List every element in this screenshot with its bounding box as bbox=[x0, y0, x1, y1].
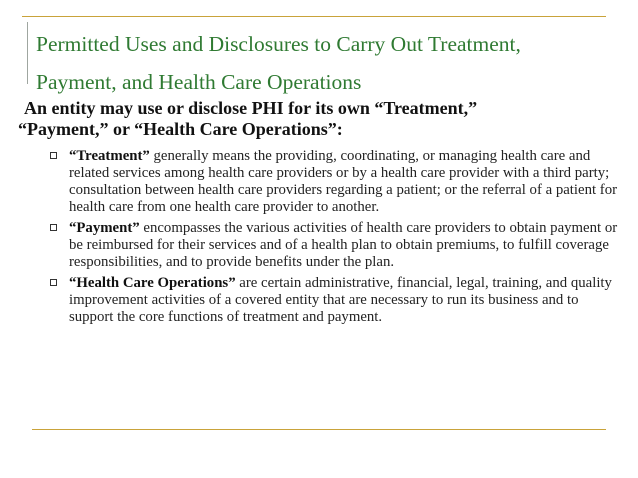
slide-title-line-2: Payment, and Health Care Operations bbox=[36, 70, 362, 94]
title-left-accent-line bbox=[27, 22, 28, 84]
definition-text: are certain administrative, financial, legal, training, and quality improvement activities of a covered entity that are necessary to run its business and to support the core functions of treatment and payment. bbox=[69, 275, 612, 325]
top-divider-line bbox=[22, 16, 606, 17]
definition-term: “Treatment” bbox=[69, 148, 150, 164]
bottom-divider-line bbox=[32, 429, 606, 430]
definition-list bbox=[50, 148, 622, 330]
hollow-square-bullet-icon bbox=[50, 279, 57, 286]
slide-title-line-1: Permitted Uses and Disclosures to Carry Out Treatment, bbox=[36, 32, 521, 56]
definition-item-treatment bbox=[50, 148, 622, 216]
definition-text: generally means the providing, coordinating, or managing health care and related services among health care providers or by a health care provider with a third party; consultation between health care providers regarding a patient; or the referral of a patient for health care from one health care provider to another. bbox=[69, 148, 618, 215]
intro-statement bbox=[18, 98, 618, 140]
intro-statement-line-1: An entity may use or disclose PHI for its own “Treatment,” bbox=[24, 98, 478, 118]
definition-term: “Health Care Operations” bbox=[69, 275, 236, 291]
hollow-square-bullet-icon bbox=[50, 224, 57, 231]
definition-item-payment bbox=[50, 220, 622, 271]
hollow-square-bullet-icon bbox=[50, 152, 57, 159]
definition-text: encompasses the various activities of health care providers to obtain payment or be reimbursed for their services and of a health plan to obtain premiums, to fulfill coverage responsibilities, and to provide benefits under the plan. bbox=[69, 220, 618, 270]
intro-statement-line-2: “Payment,” or “Health Care Operations”: bbox=[18, 119, 343, 139]
slide-title bbox=[36, 25, 606, 101]
definition-item-health-care-operations bbox=[50, 275, 622, 326]
definition-term: “Payment” bbox=[69, 220, 140, 236]
